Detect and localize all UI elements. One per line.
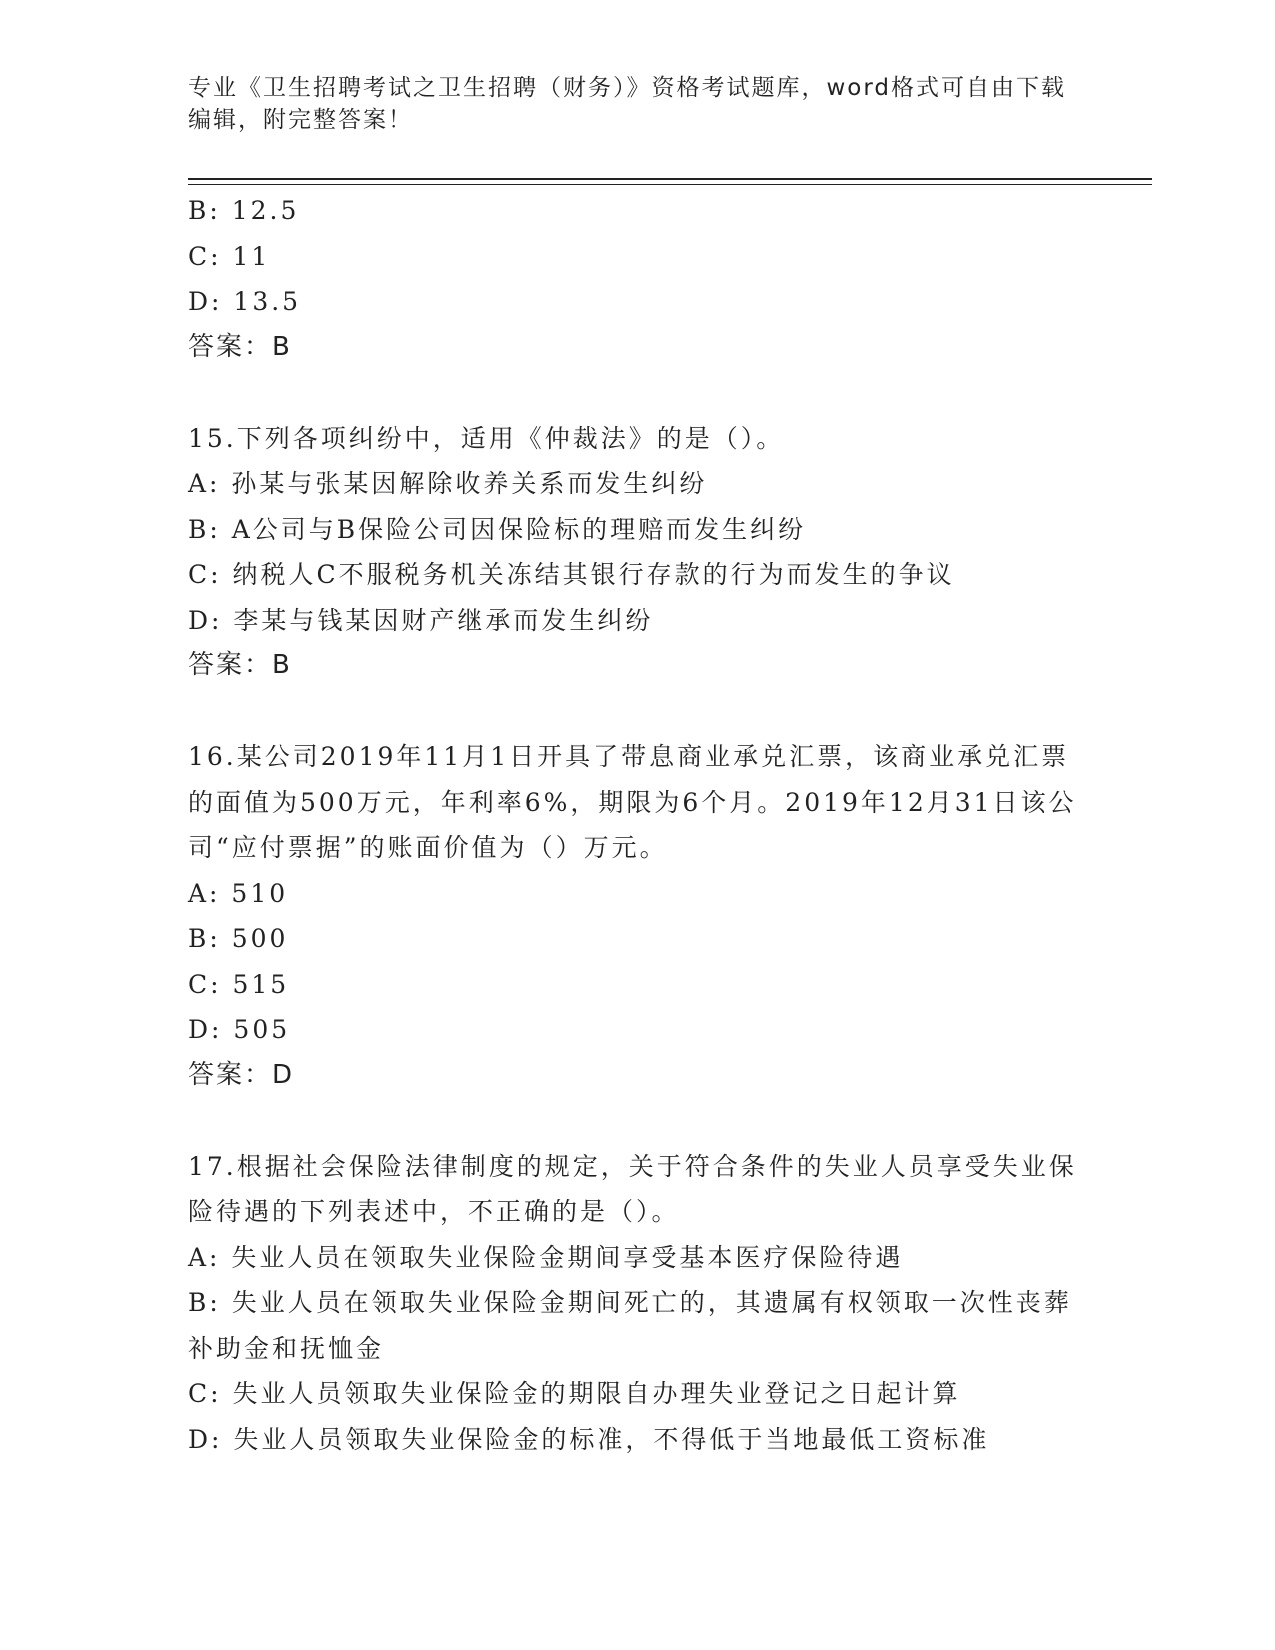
option-b: B: 12.5 (188, 196, 300, 225)
option-d: D: 505 (188, 1015, 291, 1044)
option-c: C: 失业人员领取失业保险金的期限自办理失业登记之日起计算 (188, 1379, 961, 1408)
answer: 答案：B (188, 650, 292, 680)
question-17 (188, 1144, 1088, 1463)
question-text: 17.根据社会保险法律制度的规定，关于符合条件的失业人员享受失业保险待遇的下列表述中，不正确的是（）。 (188, 1151, 1077, 1226)
option-b: B: 失业人员在领取失业保险金期间死亡的，其遗属有权领取一次性丧葬补助金和抚恤金 (188, 1288, 1072, 1363)
option-c: C: 11 (188, 241, 271, 271)
question-15 (188, 416, 1088, 689)
option-b: B: A公司与B保险公司因保险标的理赔而发生纠纷 (188, 514, 807, 544)
option-a: A: 孙某与张某因解除收养关系而发生纠纷 (188, 469, 708, 498)
option-c: C: 515 (188, 969, 290, 999)
question-text: 15.下列各项纠纷中，适用《仲裁法》的是（）。 (188, 423, 785, 453)
option-a: A: 失业人员在领取失业保险金期间享受基本医疗保险待遇 (188, 1242, 904, 1272)
question-content (188, 188, 1088, 1462)
option-d: D: 李某与钱某因财产继承而发生纠纷 (188, 605, 654, 635)
option-b: B: 500 (188, 924, 289, 953)
question-14-continued (188, 188, 1088, 370)
document-header: 专业《卫生招聘考试之卫生招聘（财务）》资格考试题库，word格式可自由下载编辑，附完整答案！ (188, 75, 1067, 133)
question-text: 16.某公司2019年11月1日开具了带息商业承兑汇票，该商业承兑汇票的面值为500万元，年利率6%，期限为6个月。2019年12月31日该公司“应付票据”的账面价值为（）万元。 (188, 742, 1077, 862)
option-a: A: 510 (188, 878, 289, 908)
option-d: D: 失业人员领取失业保险金的标准，不得低于当地最低工资标准 (188, 1424, 990, 1454)
option-d: D: 13.5 (188, 287, 302, 316)
question-16 (188, 734, 1088, 1098)
answer: 答案：D (188, 1059, 295, 1090)
answer: 答案：B (188, 331, 292, 362)
header-rule-thin (188, 184, 1152, 185)
header-rule-thick (188, 178, 1152, 180)
option-c: C: 纳税人C不服税务机关冻结其银行存款的行为而发生的争议 (188, 560, 955, 589)
